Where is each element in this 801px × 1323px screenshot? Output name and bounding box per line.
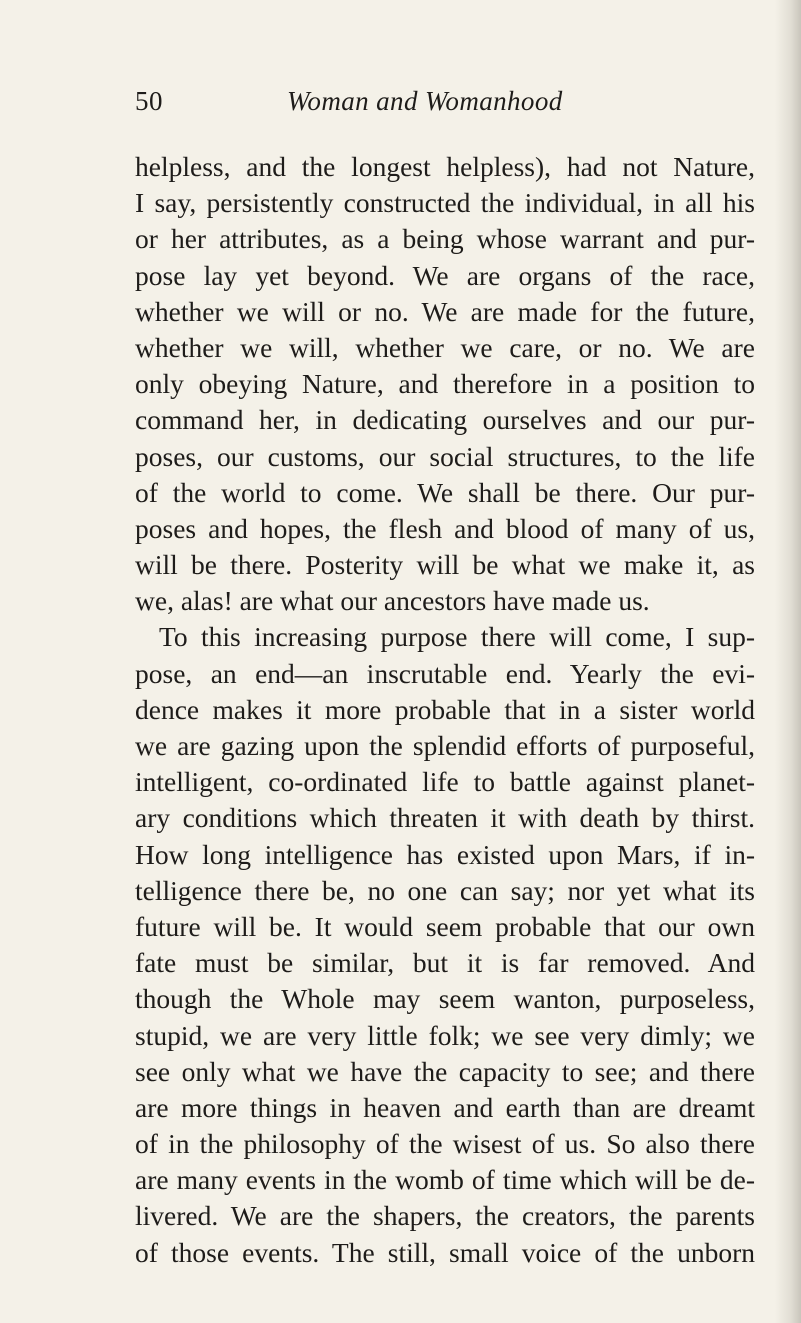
text-line: though the Whole may seem wanton, purposeless, [135, 983, 755, 1015]
text-line: are many events in the womb of time which will be de- [135, 1164, 755, 1196]
text-line: stupid, we are very little folk; we see very dimly; we [135, 1019, 755, 1051]
text-line: only obeying Nature, and therefore in a position to [135, 368, 755, 400]
text-line: we, alas! are what our ancestors have made us. [135, 585, 650, 617]
page-number: 50 [135, 86, 163, 116]
text-line: I say, persistently constructed the individual, in all his [135, 187, 755, 219]
text-line: poses and hopes, the flesh and blood of many of us, [135, 512, 755, 544]
text-line: fate must be similar, but it is far removed. And [135, 947, 755, 979]
text-line: dence makes it more probable that in a sister world [135, 693, 755, 725]
text-line: of in the philosophy of the wisest of us. So also there [135, 1128, 755, 1160]
text-line: of the world to come. We shall be there. Our pur- [135, 476, 755, 508]
text-line: future will be. It would seem probable that our own [135, 910, 755, 942]
text-line: livered. We are the shapers, the creators, the parents [135, 1200, 755, 1232]
text-line: of those events. The still, small voice of the unborn [135, 1236, 755, 1268]
text-line: see only what we have the capacity to see; and there [135, 1055, 755, 1087]
running-title: Woman and Womanhood [287, 86, 563, 116]
body-text [135, 149, 755, 1271]
text-line: ary conditions which threaten it with death by thirst. [135, 802, 755, 834]
text-line: To this increasing purpose there will come, I sup- [159, 621, 755, 653]
text-line: helpless, and the longest helpless), had not Nature, [135, 151, 755, 182]
text-line: pose lay yet beyond. We are organs of the race, [135, 259, 755, 291]
page-header [135, 86, 755, 126]
text-line: are more things in heaven and earth than are dreamt [135, 1091, 755, 1123]
text-line: we are gazing upon the splendid efforts of purposeful, [135, 730, 755, 761]
text-line: poses, our customs, our social structures, to the life [135, 440, 755, 472]
page-edge-shadow [775, 0, 801, 1323]
text-line: telligence there be, no one can say; nor yet what its [135, 874, 755, 906]
text-line: or her attributes, as a being whose warrant and pur- [135, 223, 755, 255]
text-line: whether we will or no. We are made for the future, [135, 295, 755, 327]
text-line: command her, in dedicating ourselves and our pur- [135, 404, 755, 436]
text-line: How long intelligence has existed upon Mars, if in- [135, 838, 755, 870]
text-line: intelligent, co-ordinated life to battle against planet- [135, 766, 755, 798]
text-line: will be there. Posterity will be what we make it, as [135, 549, 755, 581]
text-line: whether we will, whether we care, or no. We are [135, 331, 755, 363]
text-line: pose, an end—an inscrutable end. Yearly the evi- [135, 657, 755, 689]
